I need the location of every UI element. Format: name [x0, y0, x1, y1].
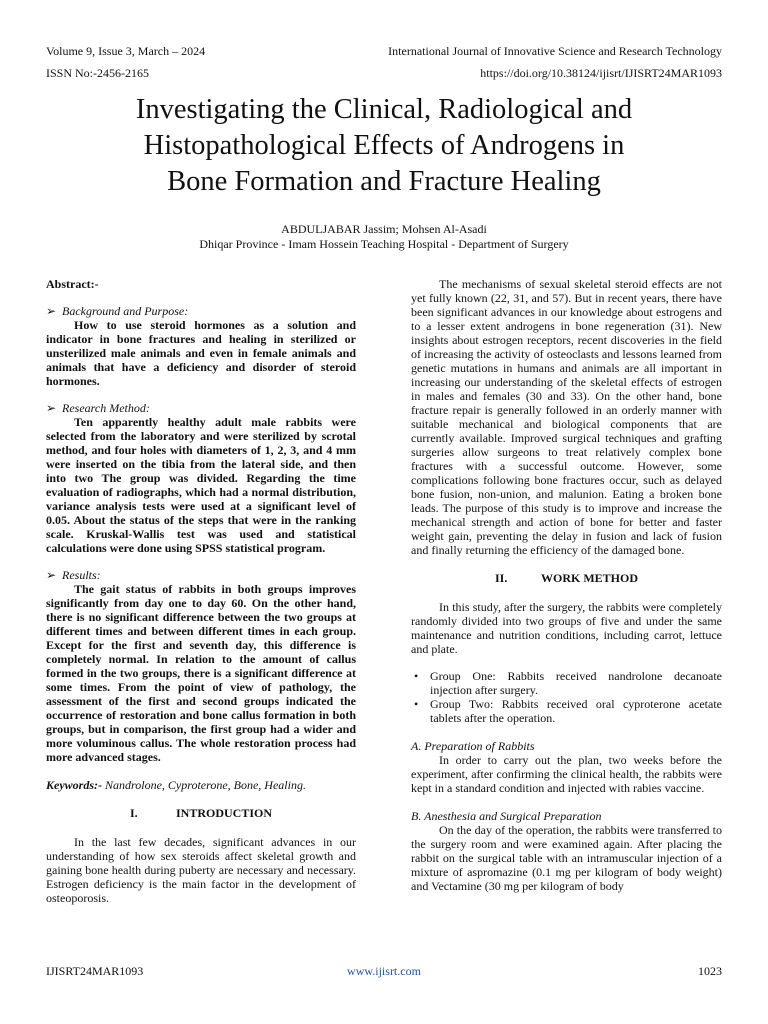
- section-heading-introduction: I. INTRODUCTION: [129, 806, 272, 820]
- subsection-text: On the day of the operation, the rabbits were transferred to the surgery room and were examined again. After placing the rabbit on the surgical table with an intramuscular injection of a mixture of aspromazine (0.1 mg per kilogram of body weight) and Vectamine (30 mg per kilogram of body: [411, 823, 722, 893]
- right-column: [411, 277, 722, 893]
- bullet-icon: •: [414, 669, 419, 683]
- author-block: [0, 222, 768, 252]
- results-text: The gait status of rabbits in both groups improves significantly from day one to day 60. On the other hand, there is no significant difference between the two groups at different times and between different times in each group. Except for the first and seventh day, this difference is completely normal. In relation to the amount of callus formed in the two groups, there is a significant difference at some times. From the point of view of pathology, the assessment of the first and second groups indicated the occurrence of restoration and bone callus formation in both groups, but in comparison, the first group had a wider and more voluminous callus. The whole restoration process had more advanced stages.: [46, 582, 356, 764]
- abstract-label: Abstract:-: [46, 277, 99, 291]
- background-text: How to use steroid hormones as a solution and indicator in bone fractures and healing in sterilized or unsterilized male animals and even in female animals and animals that have a deficiency and disorder of steroid hormones.: [46, 318, 356, 388]
- keywords: Keywords:- Nandrolone, Cyproterone, Bone, Healing.: [46, 778, 306, 792]
- section-heading-work-method: II. WORK METHOD: [494, 571, 638, 585]
- title-line: Histopathological Effects of Androgens in: [143, 130, 625, 161]
- method-paragraph: In this study, after the surgery, the rabbits were completely randomly divided into two groups of five and under the same maintenance and nutrition conditions, including carrot, lettuce and plate.: [411, 600, 722, 656]
- list-item: • Group Two: Rabbits received oral cyproterone acetate tablets after the operation.: [414, 697, 722, 725]
- arrow-bullet-icon: ➢: [46, 304, 57, 318]
- subsection-text: In order to carry out the plan, two weeks before the experiment, after confirming the clinical health, the rabbits were kept in a standard condition and injected with rabies vaccine.: [411, 753, 722, 795]
- results-heading: ➢ Results:: [46, 568, 101, 582]
- intro-paragraph: The mechanisms of sexual skeletal steroid effects are not yet fully known (22, 31, and 57). But in recent years, there have been significant advances in our knowledge about estrogens and to a lesser extent androgens in bone regeneration (31). New insights about estrogen receptors, recent discoveries in the field of increasing the activity of osteoclasts and lessons learned from genetic mutations in humans and animals are all important in increasing our understanding of the skeletal effects of estrogen in males and females (30 and 33). On the other hand, bone fracture repair is generally followed in an orderly manner with suitable mechanical and biological components that are currently available. Improved surgical techniques and grafting surgeries allow surgeons to treat relatively complex bone fractures with a successful outcome. However, some complications following bone fractures occur, such as delayed bone fusion, non-union, and malunion. Eating a broken bone leads. The purpose of this study is to improve and increase the mechanical strength and action of bone for better and faster weight gain, preventing the delay in fusion and lack of fusion and finally returning the efficiency of the damaged bone.: [411, 277, 722, 557]
- website-link[interactable]: www.ijisrt.com: [347, 964, 421, 978]
- method-heading: ➢ Research Method:: [46, 401, 150, 415]
- issn: ISSN No:-2456-2165: [46, 66, 150, 80]
- article-id: IJISRT24MAR1093: [46, 964, 144, 978]
- journal-name: International Journal of Innovative Science and Research Technology: [388, 44, 722, 58]
- left-column: [46, 277, 356, 905]
- list-item: • Group One: Rabbits received nandrolone decanoate injection after surgery.: [414, 669, 722, 697]
- background-heading: ➢ Background and Purpose:: [46, 304, 189, 318]
- intro-paragraph: In the last few decades, significant advances in our understanding of how sex steroids affect skeletal growth and gaining bone health during puberty are necessary and necessary. Estrogen deficiency is the main factor in the development of osteoporosis.: [46, 835, 356, 905]
- doi-link[interactable]: https://doi.org/10.38124/ijisrt/IJISRT24MAR1093: [480, 66, 722, 80]
- arrow-bullet-icon: ➢: [46, 568, 57, 582]
- author-affiliation: Dhiqar Province - Imam Hossein Teaching Hospital - Department of Surgery: [199, 237, 569, 251]
- title-line: Investigating the Clinical, Radiological and: [135, 94, 633, 125]
- title-line: Bone Formation and Fracture Healing: [167, 166, 601, 197]
- paper-title: [0, 92, 768, 200]
- bullet-icon: •: [414, 697, 419, 711]
- author-names: ABDULJABAR Jassim; Mohsen Al-Asadi: [281, 222, 487, 236]
- group-list: [411, 669, 722, 725]
- page-number: 1023: [698, 964, 722, 978]
- arrow-bullet-icon: ➢: [46, 401, 57, 415]
- method-text: Ten apparently healthy adult male rabbits were selected from the laboratory and were sterilized by scrotal method, and four holes with diameters of 1, 2, 3, and 4 mm were inserted on the tibia from the lateral side, and then into two The group was divided. Regarding the time evaluation of radiographs, which had a normal distribution, variance analysis tests were used at a significant level of 0.05. About the status of the steps that were in the ranking scale. Kruskal-Wallis test was used and statistical calculations were done using SPSS statistical program.: [46, 415, 356, 555]
- volume-issue: Volume 9, Issue 3, March – 2024: [46, 44, 206, 58]
- subsection-heading: A. Preparation of Rabbits: [411, 739, 535, 753]
- subsection-heading: B. Anesthesia and Surgical Preparation: [411, 809, 602, 823]
